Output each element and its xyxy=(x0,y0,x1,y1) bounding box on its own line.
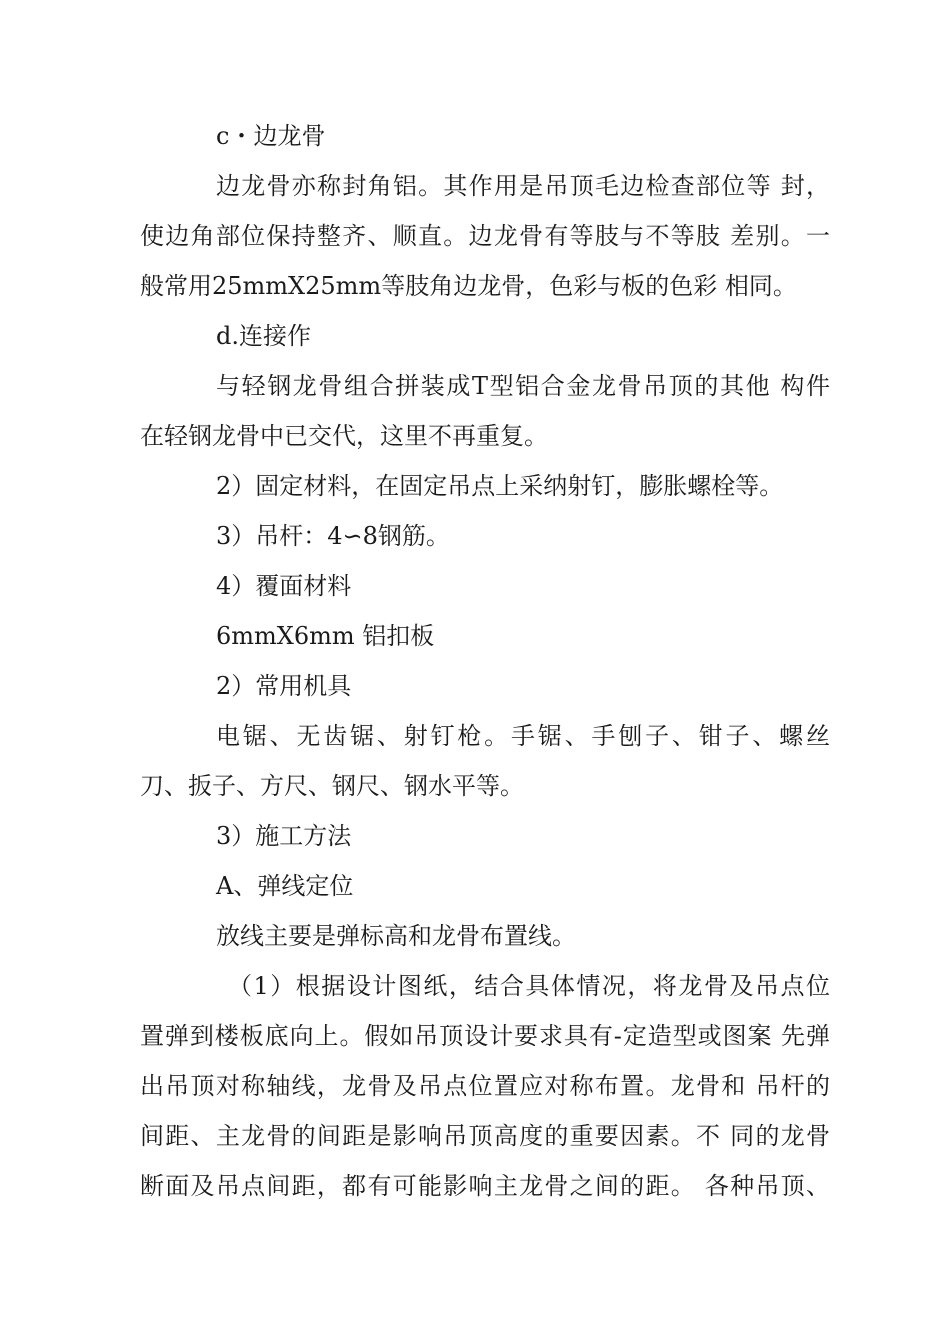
list-item: 2）常用机具 xyxy=(216,672,352,700)
list-item: 3）吊杆：4∽8钢筋。 xyxy=(216,522,450,550)
paragraph-line: 在轻钢龙骨中已交代，这里不再重复。 xyxy=(140,422,548,450)
paragraph-line: 使边角部位保持整齐、顺直。边龙骨有等肢与不等肢 差别。一 xyxy=(140,222,830,250)
paragraph-line: 放线主要是弹标高和龙骨布置线。 xyxy=(216,922,576,950)
subheading-c: c・边龙骨 xyxy=(216,122,326,150)
list-item: 4）覆面材料 xyxy=(216,572,352,600)
subheading-a: A、弹线定位 xyxy=(216,872,354,900)
paragraph-line: 刀、扳子、方尺、钢尺、钢水平等。 xyxy=(140,772,524,800)
paragraph-line: 6mmX6mm 铝扣板 xyxy=(216,622,435,650)
paragraph-line: 出吊顶对称轴线，龙骨及吊点位置应对称布置。龙骨和 吊杆的 xyxy=(140,1072,830,1100)
paragraph-line: 间距、主龙骨的间距是影响吊顶高度的重要因素。不 同的龙骨 xyxy=(140,1122,830,1150)
paragraph-line: 般常用25mmX25mm等肢角边龙骨，色彩与板的色彩 相同。 xyxy=(140,272,797,300)
paragraph-line: 断面及吊点间距，都有可能影响主龙骨之间的距。 各种吊顶、 xyxy=(140,1172,830,1200)
paragraph-line: 与轻钢龙骨组合拼装成T型铝合金龙骨吊顶的其他 构件 xyxy=(216,372,830,400)
list-item: 2）固定材料，在固定吊点上采纳射钉，膨胀螺栓等。 xyxy=(216,472,784,500)
paragraph-line: （1）根据设计图纸，结合具体情况，将龙骨及吊点位 xyxy=(228,972,830,1000)
paragraph-line: 电锯、无齿锯、射钉枪。手锯、手刨子、钳子、螺丝 xyxy=(216,722,830,750)
paragraph-line: 置弹到楼板底向上。假如吊顶设计要求具有-定造型或图案 先弹 xyxy=(140,1022,830,1050)
list-item: 3）施工方法 xyxy=(216,822,352,850)
subheading-d: d.连接作 xyxy=(216,322,311,350)
paragraph-line: 边龙骨亦称封角铝。其作用是吊顶毛边检查部位等 封， xyxy=(216,172,830,200)
